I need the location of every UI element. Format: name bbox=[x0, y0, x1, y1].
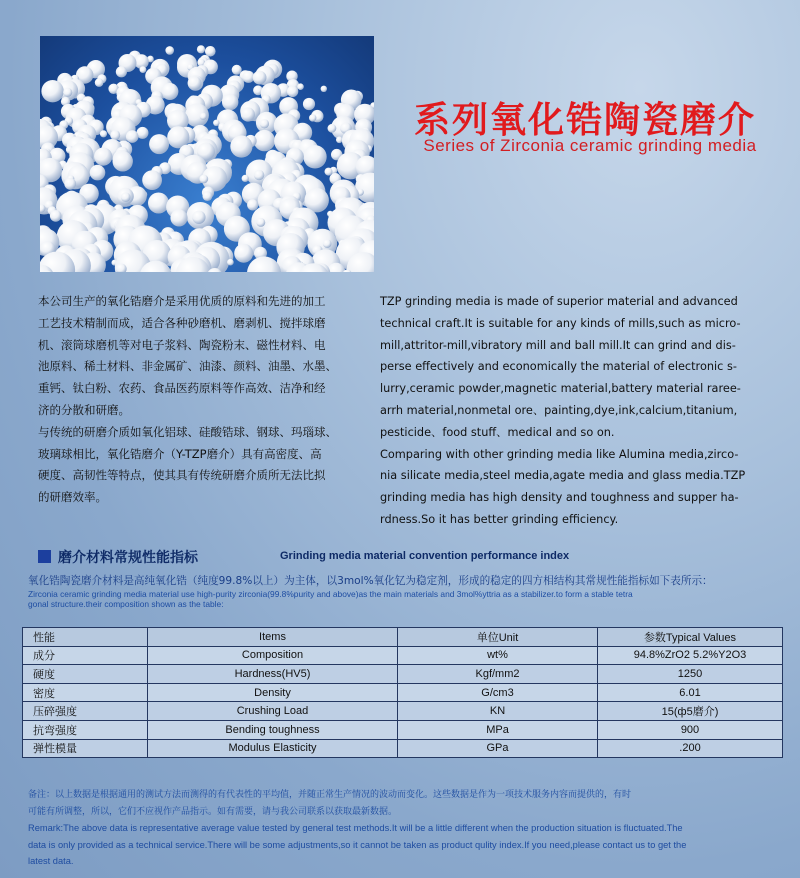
table-cell-item: Hardness(HV5) bbox=[148, 665, 398, 684]
section-heading bbox=[38, 549, 778, 567]
column-header-items: Items bbox=[148, 628, 398, 647]
table-row bbox=[23, 720, 783, 739]
table-header-row bbox=[23, 628, 783, 647]
zirconia-ball bbox=[126, 130, 139, 143]
zirconia-ball bbox=[121, 192, 131, 202]
zirconia-ball bbox=[116, 66, 127, 77]
zirconia-ball bbox=[303, 145, 326, 168]
table-cell-property: 硬度 bbox=[23, 665, 148, 684]
zirconia-ball bbox=[260, 119, 269, 128]
table-cell-value: 6.01 bbox=[598, 683, 783, 702]
zirconia-ball bbox=[328, 124, 337, 133]
performance-table-wrapper bbox=[22, 627, 782, 758]
table-cell-unit: MPa bbox=[398, 720, 598, 739]
table-row bbox=[23, 646, 783, 665]
zirconia-ball bbox=[192, 211, 205, 224]
zirconia-ball bbox=[113, 151, 133, 171]
zirconia-ball bbox=[110, 130, 120, 140]
square-bullet-icon bbox=[38, 550, 51, 563]
table-cell-unit: Kgf/mm2 bbox=[398, 665, 598, 684]
zirconia-ball bbox=[170, 209, 187, 226]
zirconia-ball bbox=[50, 210, 62, 222]
intro-cn bbox=[38, 291, 360, 509]
intro-cn-paragraph-1: 本公司生产的氧化锆磨介是采用优质的原料和先进的加工 工艺技术精制而成，适合各种砂磨机、磨剥机、搅拌球磨 机、滚筒球磨机等对电子浆料、陶瓷粉末、磁性材料、电 池原料、稀土材料、非金属矿、油漆、颜料、油墨、水墨、 重钙、钛白粉、农药、食品医药原料等作高效、洁净和经 济的分散和研磨。 bbox=[38, 294, 337, 417]
remark-cn: 备注：以上数据是根据通用的测试方法而测得的有代表性的平均值，并随正常生产情况的波动而变化。这些数据是作为一项技术服务内容而提供的，有时 可能有所调整，所以，它们不应视作产品指示。如有需要，请与我公司联系以获取最新数据。 bbox=[28, 790, 632, 817]
zirconia-ball bbox=[287, 86, 298, 97]
zirconia-ball bbox=[140, 66, 147, 73]
remark-en: Remark:The above data is representative average value tested by general test methods.It will be a little different when the production situation is fluctuated.The data is only provided as a technical service.There will be some adjustments,so it cannot be taken as product qulity index.If you need,please contact us to get the latest data. bbox=[28, 823, 687, 866]
table-cell-item: Crushing Load bbox=[148, 702, 398, 721]
table-cell-property: 弹性模量 bbox=[23, 739, 148, 758]
zirconia-ball bbox=[149, 134, 169, 154]
table-cell-unit: G/cm3 bbox=[398, 683, 598, 702]
remark-note bbox=[28, 787, 778, 870]
zirconia-ball bbox=[95, 78, 104, 87]
table-row bbox=[23, 683, 783, 702]
table-cell-value: 900 bbox=[598, 720, 783, 739]
table-row bbox=[23, 702, 783, 721]
zirconia-balls-image bbox=[40, 36, 374, 272]
column-header-property: 性能 bbox=[23, 628, 148, 647]
table-cell-item: Density bbox=[148, 683, 398, 702]
zirconia-ball bbox=[213, 120, 219, 126]
performance-table bbox=[22, 627, 783, 758]
table-cell-unit: wt% bbox=[398, 646, 598, 665]
table-cell-item: Bending toughness bbox=[148, 720, 398, 739]
zirconia-ball bbox=[309, 114, 316, 121]
section-description-cn: 氧化锆陶瓷磨介材料是高纯氧化锆（纯度99.8%以上）为主体，以3mol%氧化钇为稳定剂，形成的稳定的四方相结构其常规性能指标如下表所示： bbox=[28, 575, 713, 587]
zirconia-ball bbox=[197, 45, 205, 53]
zirconia-ball bbox=[100, 130, 107, 137]
zirconia-ball bbox=[63, 88, 72, 97]
zirconia-ball bbox=[253, 71, 267, 85]
zirconia-ball bbox=[222, 94, 238, 110]
zirconia-ball bbox=[247, 256, 281, 272]
table-cell-value: 94.8%ZrO2 5.2%Y2O3 bbox=[598, 646, 783, 665]
table-cell-property: 压碎强度 bbox=[23, 702, 148, 721]
table-row bbox=[23, 665, 783, 684]
table-cell-value: .200 bbox=[598, 739, 783, 758]
section-description-en: Zirconia ceramic grinding media material use high-purity zirconia(99.8%purity and above)as the main materials and 3mol%yttria as a stabilizer.to form a stable tetra gonal structure.their composition shown as the table: bbox=[28, 589, 633, 609]
zirconia-ball bbox=[161, 83, 178, 100]
zirconia-ball bbox=[64, 178, 76, 190]
zirconia-ball bbox=[242, 71, 254, 83]
zirconia-ball bbox=[94, 148, 112, 166]
zirconia-ball bbox=[232, 65, 242, 75]
table-cell-value: 1250 bbox=[598, 665, 783, 684]
zirconia-ball bbox=[256, 218, 265, 227]
table-cell-unit: KN bbox=[398, 702, 598, 721]
zirconia-ball bbox=[323, 239, 332, 248]
column-header-unit: 单位Unit bbox=[398, 628, 598, 647]
table-row bbox=[23, 739, 783, 758]
zirconia-ball bbox=[247, 199, 258, 210]
zirconia-ball bbox=[241, 107, 255, 121]
table-cell-property: 成分 bbox=[23, 646, 148, 665]
zirconia-ball bbox=[325, 168, 333, 176]
zirconia-ball bbox=[205, 46, 216, 57]
zirconia-ball bbox=[254, 130, 275, 151]
zirconia-ball bbox=[303, 98, 315, 110]
grinding-media-photo bbox=[40, 36, 374, 272]
zirconia-ball bbox=[230, 135, 252, 157]
zirconia-ball bbox=[227, 259, 234, 266]
intro-cn-paragraph-2: 与传统的研磨介质如氧化铝球、硅酸锆球、钢球、玛瑙球、 玻璃球相比，氧化锆磨介（Y-TZP磨介）具有高密度、高 硬度、高韧性等特点，使其具有传统研磨介质所无法比拟 的研磨效率。 bbox=[38, 424, 337, 505]
table-cell-item: Composition bbox=[148, 646, 398, 665]
section-title-cn: 磨介材料常规性能指标 bbox=[58, 550, 198, 566]
zirconia-ball bbox=[199, 175, 208, 184]
zirconia-ball bbox=[142, 170, 162, 190]
table-cell-unit: GPa bbox=[398, 739, 598, 758]
zirconia-ball bbox=[297, 83, 304, 90]
page-title-en: Series of Zirconia ceramic grinding media bbox=[423, 136, 757, 155]
zirconia-ball bbox=[203, 191, 213, 201]
zirconia-ball bbox=[188, 76, 202, 90]
page-title-cn: 系列氧化锆陶瓷磨介 bbox=[413, 100, 756, 141]
section-title-en: Grinding media material convention performance index bbox=[280, 550, 570, 562]
table-cell-item: Modulus Elasticity bbox=[148, 739, 398, 758]
zirconia-ball bbox=[90, 165, 106, 181]
zirconia-ball bbox=[165, 46, 174, 55]
table-cell-property: 抗弯强度 bbox=[23, 720, 148, 739]
table-cell-property: 密度 bbox=[23, 683, 148, 702]
column-header-typical-values: 参数Typical Values bbox=[598, 628, 783, 647]
zirconia-ball bbox=[321, 86, 327, 92]
zirconia-ball bbox=[254, 170, 264, 180]
intro-en-paragraph-1: TZP grinding media is made of superior material and advanced technical craft.It is suitable for any kinds of mills,such as micro- mill,attritor-mill,vibratory mill and ball mill.It can grind and dis- perse effectively and economically the material of electronic s- lurry,ceramic powder,magnetic material,battery material raree- arrh material,nonmetal ore、painting,dye,ink,calcium,titanium, pesticide、food stuff、medical and so on. bbox=[380, 295, 741, 439]
zirconia-ball bbox=[41, 80, 63, 102]
zirconia-ball bbox=[234, 244, 253, 263]
table-cell-value: 15(ф5磨介) bbox=[598, 702, 783, 721]
zirconia-ball bbox=[200, 113, 207, 120]
intro-en bbox=[380, 291, 780, 531]
zirconia-ball bbox=[242, 175, 249, 182]
zirconia-ball bbox=[148, 193, 169, 214]
intro-en-paragraph-2: Comparing with other grinding media like Alumina media,zirco- nia silicate media,steel media,agate media and glass media.TZP grinding media has high density and toughness and supper ha- rdness.So it has better grinding efficiency. bbox=[380, 447, 746, 526]
zirconia-ball bbox=[336, 137, 343, 144]
